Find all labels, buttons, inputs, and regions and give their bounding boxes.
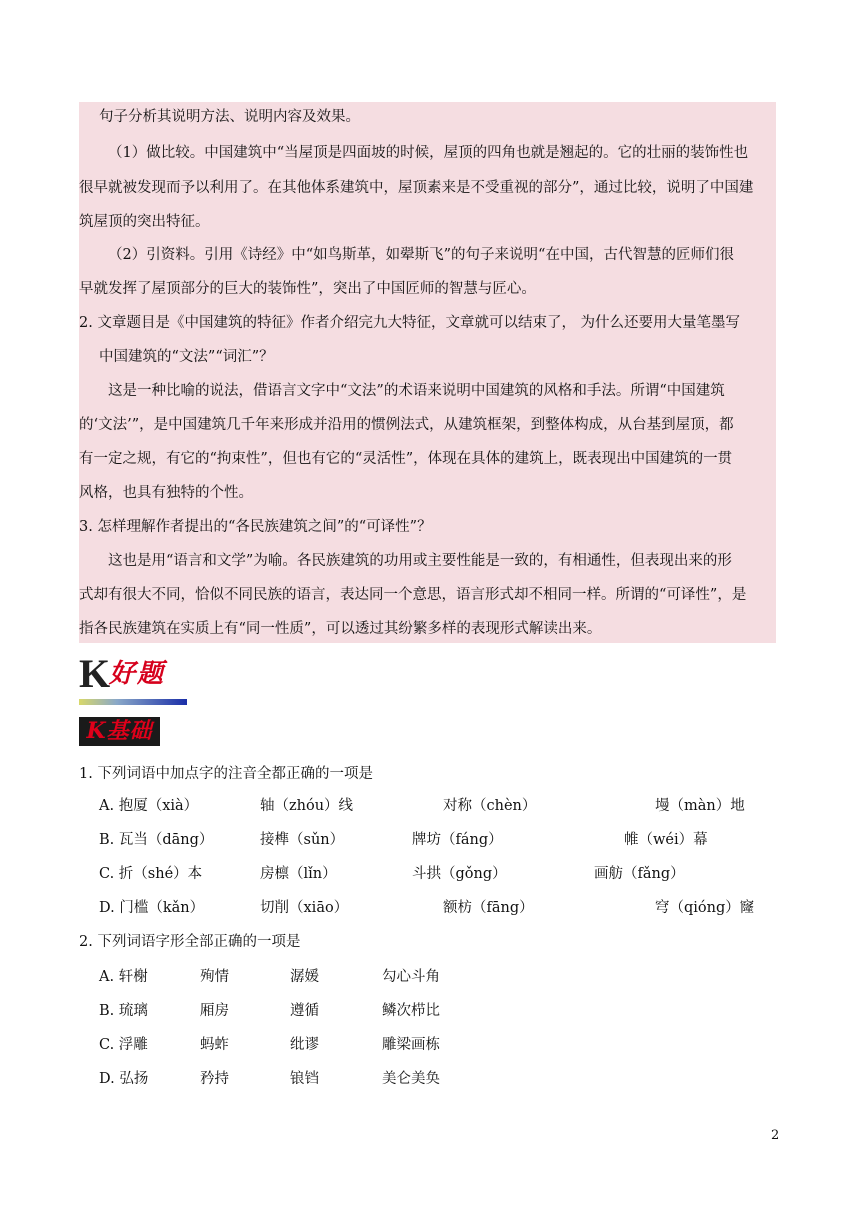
q1-option-c-1: C. 折（shé）本 <box>99 866 203 882</box>
logo-letter: K <box>79 651 111 696</box>
question1-stem: 1. 下列词语中加点字的注音全都正确的一项是 <box>79 766 373 782</box>
q1-option-a-1: A. 抱厦（xià） <box>99 798 199 814</box>
analysis-p1-line3: 筑屋顶的突出特征。 <box>79 214 210 230</box>
logo-text: 好题 <box>109 659 166 689</box>
basics-badge: K基础 <box>79 717 160 746</box>
q2-option-d-1: D. 弘扬 <box>99 1071 149 1087</box>
q1-option-a-2: 轴（zhóu）线 <box>260 798 354 814</box>
q1-option-b-4: 帷（wéi）幕 <box>624 832 708 848</box>
q1-option-b-3: 牌坊（fáng） <box>412 832 503 848</box>
q2-option-d-3: 锒铛 <box>290 1071 319 1087</box>
analysis-p1-line1: （1）做比较。中国建筑中“当屋顶是四面坡的时候，屋顶的四角也就是翘起的。它的壮丽的装饰性也 <box>108 145 749 161</box>
q1-option-c-2: 房檩（lǐn） <box>260 866 337 882</box>
logo-underline <box>79 699 187 705</box>
q1-option-d-2: 切削（xiāo） <box>260 900 349 916</box>
question2-stem: 2. 下列词语字形全部正确的一项是 <box>79 934 301 950</box>
answer3-line3: 指各民族建筑在实质上有“同一性质”，可以透过其纷繁多样的表现形式解读出来。 <box>79 621 602 637</box>
analysis-p1-line2: 很早就被发现而予以利用了。在其他体系建筑中，屋顶素来是不受重视的部分”，通过比较，说明了中国建 <box>79 180 754 196</box>
q1-option-d-4: 穹（qióng）窿 <box>655 900 755 916</box>
q2-option-a-3: 潺媛 <box>290 969 319 985</box>
q2-option-c-2: 蚂蚱 <box>200 1037 229 1053</box>
q2-option-a-2: 殉情 <box>200 969 229 985</box>
page-number: 2 <box>771 1128 780 1143</box>
q1-option-a-4: 墁（màn）地 <box>655 798 745 814</box>
q2-option-d-2: 矜持 <box>200 1071 229 1087</box>
question2-line1: 2. 文章题目是《中国建筑的特征》作者介绍完九大特征，文章就可以结束了， 为什么还要用大量笔墨写 <box>79 315 741 331</box>
q1-option-c-3: 斗拱（gǒng） <box>412 866 507 882</box>
analysis-p2-line1: （2）引资料。引用《诗经》中“如鸟斯革，如翚斯飞”的句子来说明“在中国，古代智慧的匠师们很 <box>108 247 734 263</box>
question3: 3. 怎样理解作者提出的“各民族建筑之间”的“可译性”？ <box>79 519 432 535</box>
q1-option-a-3: 对称（chèn） <box>443 798 537 814</box>
q2-option-b-1: B. 琉璃 <box>99 1003 148 1019</box>
q1-option-d-3: 额枋（fāng） <box>443 900 534 916</box>
answer2-line1: 这是一种比喻的说法，借语言文字中“文法”的术语来说明中国建筑的风格和手法。所谓“中国建筑 <box>108 383 725 399</box>
q2-option-b-3: 遵循 <box>290 1003 319 1019</box>
q1-option-c-4: 画舫（fǎng） <box>594 866 685 882</box>
q1-option-d-1: D. 门槛（kǎn） <box>99 900 205 916</box>
q2-option-b-4: 鳞次栉比 <box>382 1003 440 1019</box>
analysis-intro: 句子分析其说明方法、说明内容及效果。 <box>99 109 360 125</box>
q2-option-a-1: A. 轩榭 <box>99 969 148 985</box>
good-questions-logo <box>79 652 187 708</box>
q2-option-c-4: 雕梁画栋 <box>382 1037 440 1053</box>
q2-option-a-4: 勾心斗角 <box>382 969 440 985</box>
q2-option-b-2: 厢房 <box>200 1003 229 1019</box>
answer3-line1: 这也是用“语言和文学”为喻。各民族建筑的功用或主要性能是一致的，有相通性，但表现出来的形 <box>108 553 732 569</box>
question2-line2: 中国建筑的“文法”“词汇”？ <box>99 349 274 365</box>
q2-option-c-3: 纰谬 <box>290 1037 319 1053</box>
q1-option-b-1: B. 瓦当（dāng） <box>99 832 214 848</box>
answer2-line4: 风格，也具有独特的个性。 <box>79 485 253 501</box>
analysis-p2-line2: 早就发挥了屋顶部分的巨大的装饰性”，突出了中国匠师的智慧与匠心。 <box>79 281 536 297</box>
answer2-line2: 的‘文法’”，是中国建筑几千年来形成并沿用的惯例法式，从建筑框架，到整体构成，从台基到屋顶，都 <box>79 417 734 433</box>
answer2-line3: 有一定之规，有它的“拘束性”，但也有它的“灵活性”，体现在具体的建筑上，既表现出中国建筑的一贯 <box>79 451 733 467</box>
answer3-line2: 式却有很大不同，恰似不同民族的语言，表达同一个意思，语言形式却不相同一样。所谓的“可译性”，是 <box>79 587 747 603</box>
q2-option-c-1: C. 浮雕 <box>99 1037 148 1053</box>
q1-option-b-2: 接榫（sǔn） <box>260 832 345 848</box>
q2-option-d-4: 美仑美奂 <box>382 1071 440 1087</box>
